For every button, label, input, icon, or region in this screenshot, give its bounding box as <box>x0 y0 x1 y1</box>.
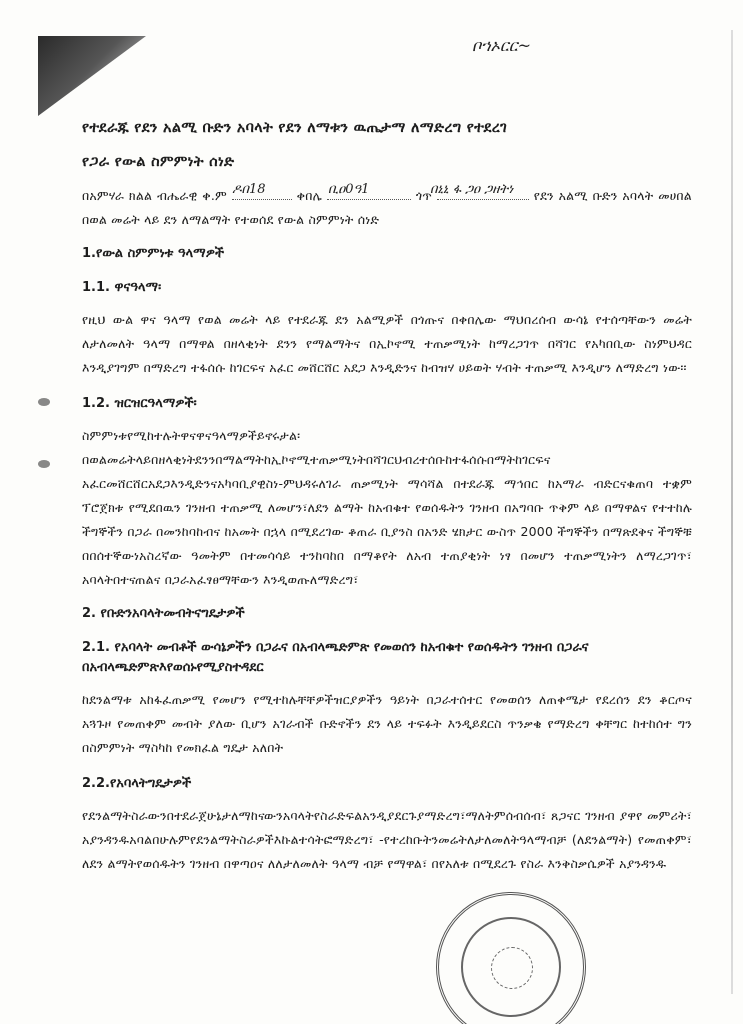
handwritten-note: ቦኀኦርር~ <box>472 36 532 55</box>
official-stamp <box>436 892 586 1024</box>
subsection-2-1-text: ከደንልማቱ አከፋፈጠቃሚ የመሆን የሚተከሉቸቸዎችዝርያዎችን ዓይነት በጋራተሰተር የመወሰን ለጠቀሜታ የደረሰን ደን ቆርጦና አጓጉዞ የመጠቀም መብት ያለው ቢሆን አገራብች ቡድኖችን ደን ላይ ተፍፉት እንዲይደርስ ጥንቃቄ የማድረግ ቀቸግር ከተከሰተ ግን በስምምነት ማስካከ የመክፈል ግዴታ አለበት <box>82 692 692 755</box>
stamp-core <box>491 947 533 989</box>
intro-pre: በአምሃራ ክልል ብሔራዊ ቀ.ም <box>82 188 227 203</box>
subsection-1-2-text: ስምምነቱየሚከተሉትዋናዋናዓላማዎችይኖሩታል፡ በወልመሬትላይበዘላቂነትደንንበማልማትከኢኮኖሚተጠቃሚነትበሻገርህብረተሰቡከተፋሰሱበማትከገርፍና አፈርመሸርሸርአደጋእንዲድንናአካባቢያዊስነ-ምህዳሩለገራ ጠቃሚነት ማሳሻል በተደራጁ ማኅበር ከአማራ ብድርናቁጠባ ተቋም ፕሮጀክቱ የሚደበዉን ገንዘብ ተጠቃሚ ለመሆን፣ለደን ልማት ከአብቁተ የወሰዱትን ገንዘብ በአግባቡ ጥቅም ላይ በማዋልና የተተከሉ ችግኞችን በጋራ በመንከባከብና ከአመት በኋላ በሚደረገው ቆጠራ ቢያንስ በአንድ ሄክታር ውስጥ 2000 ችግኞችን በማጽደቅና ችግኞቹ በበሰተኞውነአስረኛው ዓመትም በተመሳሳይ ተንከባከበ በማቆየት ለአብ ተጠያቂነት ነፃ በመሆን ተጠቃሚነትን ለማረጋገጥ፣ አባላትበተናጠልና በጋራአፈፃፀማቸውን እንዲወጡለማድረግ፣ <box>82 428 692 587</box>
document-title-line-1: የተደራጁ የደን አልሚ ቡድን አባላት የደን ለማቱን ዉጤታማ ለማድረግ የተደረገ <box>82 120 508 136</box>
subsection-2-2-text: የደንልማትስራውንበተደራጀሁኔታለማከናውንአባላትየስራድፍልአንዲያደርጉያማድረግ፣ማለትምሰብሰብ፣ ጸጋናር ገንዘብ ያዋየ መምሪት፣ አያንዳንዱአባልበሁሉምየደንልማትስራዎችእኩልተሳትፎማድረግ፣ -የተረከቡትንመሬትለታለመለትዓላማብቻ (ለደንልማት) የመጠቀም፣ ለደን ልማትየወሰዱትን ገንዘብ በዋጣዐና ለለታለመለት ዓላማ ብቻ የማዋል፣ በየአለቱ በሚደረጉ የስራ እንቅስቃሴዎች አያንዳንዱ <box>82 808 692 871</box>
subsection-2-2-heading: 2.2.የአባላትግዴታዎች <box>82 776 192 791</box>
page-edge-shadow <box>731 30 733 994</box>
subsection-1-1-heading: 1.1. ዋናዓላማ፡ <box>82 280 162 295</box>
scanned-page-fold <box>38 36 146 116</box>
section-2-heading: 2. የቡድንአባላትመብትናግዴታዎች <box>82 606 245 621</box>
subsection-1-1-text: የዚህ ውል ዋና ዓላማ የወል መሬት ላይ የተደራጁ ደን አልሚዎች በጎጡና በቀበሌው ማህበረሰብ ውሳኔ የተሰጣቸውን መሬት ለታለመለት ዓላማ በማዋል በዘላቂነት ደንን የማልማትና በኢኮኖሚ ተጠቃሚነት ከማረጋገጥ በሻገር የአካበቢው ስነምህዳር እንዲያገግም በማድረግ ተፋሰሱ ከገርፍና አፈር መሸርሸር አደጋ እንዲድንና ከብዝሃ ሀይወት ሃብት ተጠቃሚ እንዲሆን ለማድረግ ነው፡፡ <box>82 312 692 375</box>
section-1-heading: 1.የውል ስምምነቱ ዓላማዎች <box>82 246 225 261</box>
intro-post: የደን አልሚ ቡድን አባላት መሀበል በወል መሬት ላይ ደን ለማልማት የተወሰደ የውል ስምምነት ሰነድ <box>82 188 692 227</box>
intro-mid-1: ቀበሌ <box>296 188 323 203</box>
handwritten-name: በኒኒ ፋ ጋዐ ጋዘትነ <box>430 182 514 197</box>
subsection-1-2-heading: 1.2. ዝርዝርዓላማዎች፡ <box>82 396 197 411</box>
intro-paragraph <box>82 184 692 232</box>
handwritten-date-1: ዶበ18 <box>232 182 266 197</box>
punch-hole <box>38 460 50 468</box>
punch-hole <box>38 398 50 406</box>
intro-mid-2: ጎጥ <box>415 188 432 203</box>
subsection-2-1-heading: 2.1. የአባላት መብቶች ውሳኔዎችን በጋራና በአብላጫድምጽ የመወሰን ከአብቁተ የወሰዱትን ገንዘብ በጋራና በአብላጫድምጽእየወሰኑየሚያስተዳደር <box>82 640 589 675</box>
document-body <box>82 118 692 876</box>
document-title-line-2: የጋራ የውል ስምምነት ሰነድ <box>82 154 235 170</box>
handwritten-date-2: ቢዐ0ዓ1 <box>328 182 370 197</box>
